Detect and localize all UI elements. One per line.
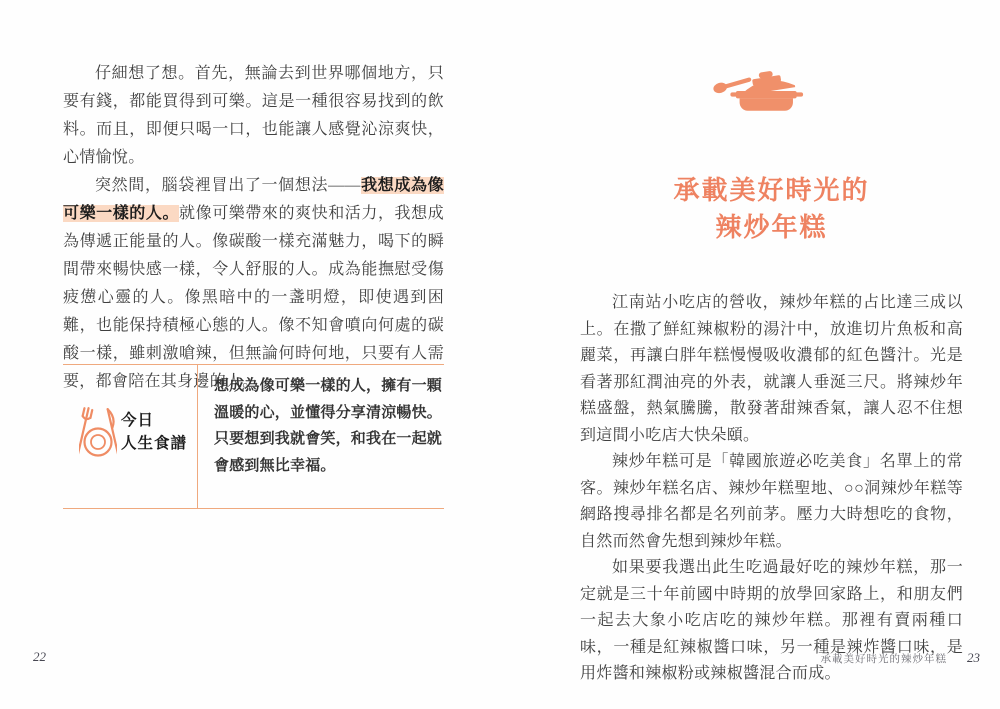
paragraph-text: 就像可樂帶來的爽快和活力，我想成為傳遞正能量的人。像碳酸一樣充滿魅力，喝下的瞬間帶來暢快感一樣，令人舒服的人。成為能撫慰受傷疲憊心靈的人。像黑暗中的一盞明燈，即使遇到困難，也能保持積極心態的人。像不知會噴向何處的碳酸一樣，雖刺激嗆辣，但無論何時何地，只要有人需要，都會陪在其身邊的人。 xyxy=(63,205,444,390)
recipe-box-label-cell xyxy=(63,365,198,508)
life-recipe-box xyxy=(63,364,444,509)
cooking-pot-icon xyxy=(712,58,804,112)
footer-right xyxy=(821,650,981,666)
left-body-text xyxy=(63,60,444,396)
recipe-box-label xyxy=(121,409,187,455)
chapter-title xyxy=(580,172,963,246)
paragraph: 如果要我選出此生吃過最好吃的辣炒年糕，那一定就是三十年前國中時期的放學回家路上，和朋友們一起去大象小吃店吃的辣炒年糕。那裡有賣兩種口味，一種是紅辣椒醬口味，另一種是辣炸醬口味，是用炸醬和辣椒粉或辣椒醬混合而成。 xyxy=(580,559,963,682)
chapter-title-line1: 承載美好時光的 xyxy=(673,176,870,205)
page-number-left: 22 xyxy=(33,649,46,664)
plate-cutlery-icon xyxy=(79,405,117,465)
right-body-text xyxy=(580,290,963,688)
paragraph: 辣炒年糕可是「韓國旅遊必吃美食」名單上的常客。辣炒年糕名店、辣炒年糕聖地、○○洞辣炒年糕等網路搜尋排名都是名列前茅。壓力大時想吃的食物，自然而然會先想到辣炒年糕。 xyxy=(580,453,963,550)
paragraph xyxy=(63,172,444,396)
paragraph: 江南站小吃店的營收，辣炒年糕的占比達三成以上。在撒了鮮紅辣椒粉的湯汁中，放進切片魚板和高麗菜，再讓白胖年糕慢慢吸收濃郁的紅色醬汁。光是看著那紅潤油亮的外表，就讓人垂涎三尺。將辣炒年糕盛盤，熱氣騰騰，散發著甜辣香氣，讓人忍不住想到這間小吃店大快朵頤。 xyxy=(580,294,963,444)
paragraph-text: 突然間，腦袋裡冒出了一個想法—— xyxy=(95,177,361,194)
recipe-label-line2: 人生食譜 xyxy=(121,435,188,452)
page-number-right: 23 xyxy=(967,650,980,665)
recipe-label-line1: 今日 xyxy=(121,412,155,429)
chapter-title-line2: 辣炒年糕 xyxy=(715,213,828,242)
highlighted-phrase: 我想成為像可樂一樣的人。 xyxy=(63,177,444,222)
recipe-box-text: 想成為像可樂一樣的人，擁有一顆溫暖的心，並懂得分享清涼暢快。只要想到我就會笑，和我在一起就會感到無比幸福。 xyxy=(214,377,443,474)
paragraph: 仔細想了想。首先，無論去到世界哪個地方，只要有錢，都能買得到可樂。這是一種很容易找到的飲料。而且，即便只喝一口，也能讓人感覺沁涼爽快，心情愉悅。 xyxy=(63,65,444,166)
running-footer: 承載美好時光的辣炒年糕 xyxy=(820,654,947,665)
